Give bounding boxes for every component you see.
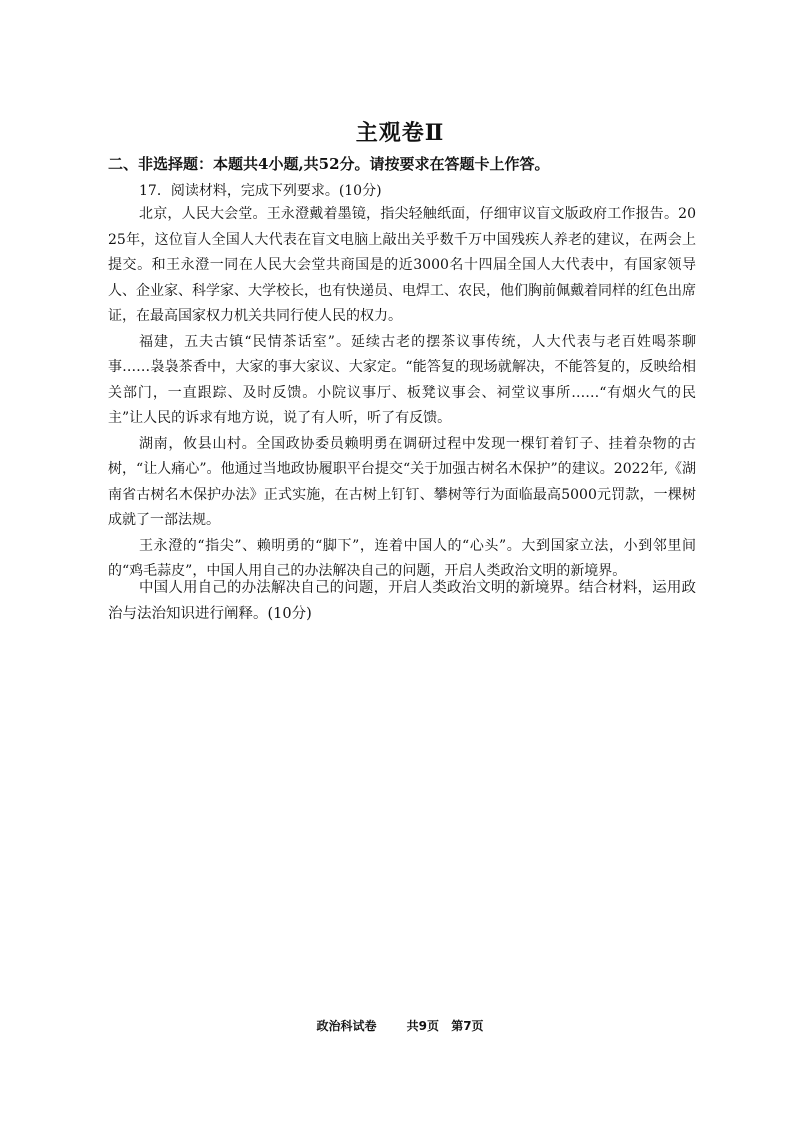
material-paragraph-hunan: 湖南，攸县山村。全国政协委员赖明勇在调研过程中发现一棵钉着钉子、挂着杂物的古树，“让人痛心”。他通过当地政协履职平台提交“关于加强古树名木保护”的建议。2022年,《湖南省古树名木保护办法》正式实施，在古树上钉钉、攀树等行为面临最高5000元罚款，一棵树成就了一部法规。 (108, 435, 696, 528)
footer-total-pages: 共9页 (406, 1019, 439, 1033)
material-paragraph-fujian: 福建，五夫古镇“民情茶话室”。延续古老的摆茶议事传统，人大代表与老百姓喝茶聊事……袅袅茶香中，大家的事大家议、大家定。“能答复的现场就解决，不能答复的，反映给相关部门，一直跟踪、及时反馈。小院议事厅、板凳议事会、祠堂议事所……“有烟火气的民主”让人民的诉求有地方说，说了有人听，听了有反馈。 (108, 333, 696, 426)
question-17-prompt: 17．阅读材料，完成下列要求。(10分) (139, 183, 382, 199)
material-paragraph-summary: 王永澄的“指尖”、赖明勇的“脚下”，连着中国人的“心头”。大到国家立法，小到邻里间的“鸡毛蒜皮”，中国人用自己的办法解决自己的问题，开启人类政治文明的新境界。 (108, 537, 696, 579)
footer-current-page: 第7页 (451, 1019, 484, 1033)
question-task: 中国人用自己的办法解决自己的问题，开启人类政治文明的新境界。结合材料，运用政治与法治知识进行阐释。(10分) (108, 580, 696, 622)
material-paragraph-beijing: 北京，人民大会堂。王永澄戴着墨镜，指尖轻触纸面，仔细审议盲文版政府工作报告。2025年，这位盲人全国人大代表在盲文电脑上敲出关乎数千万中国残疾人养老的建议，在两会上提交。和王永澄一同在人民大会堂共商国是的近3000名十四届全国人大代表中，有国家领导人、企业家、科学家、大学校长，也有快递员、电焊工、农民，他们胸前佩戴着同样的红色出席证，在最高国家权力机关共同行使人民的权力。 (108, 206, 696, 324)
section-heading: 二、非选择题：本题共4小题,共52分。请按要求在答题卡上作答。 (108, 155, 550, 173)
page-title: 主观卷Ⅱ (355, 120, 445, 146)
page-footer (0, 1017, 800, 1034)
reading-material (108, 202, 696, 585)
footer-subject: 政治科试卷 (316, 1019, 377, 1033)
